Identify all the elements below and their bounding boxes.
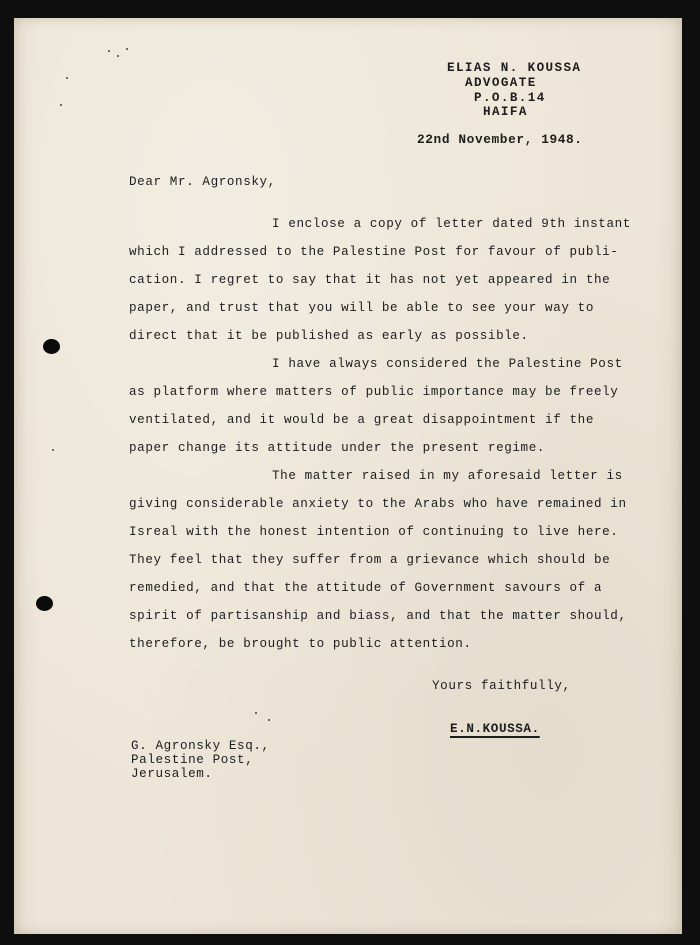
recipient-org: Palestine Post,	[131, 753, 254, 767]
recipient-city: Jerusalem.	[131, 767, 213, 781]
punch-hole-bottom	[36, 596, 53, 611]
paper-speck	[60, 104, 62, 106]
body-line: direct that it be published as early as possible.	[129, 329, 529, 343]
body-line: spirit of partisanship and biass, and that the matter should,	[129, 609, 627, 623]
body-line: ventilated, and it would be a great disappointment if the	[129, 413, 594, 427]
letterhead-name: ELIAS N. KOUSSA	[447, 61, 582, 75]
salutation: Dear Mr. Agronsky,	[129, 175, 276, 189]
recipient-name: G. Agronsky Esq.,	[131, 739, 270, 753]
signature: E.N.KOUSSA.	[450, 722, 540, 736]
paper-speck	[255, 712, 257, 714]
body-line: giving considerable anxiety to the Arabs who have remained in	[129, 497, 627, 511]
paper-speck	[126, 48, 128, 50]
body-line: paper, and trust that you will be able to see your way to	[129, 301, 594, 315]
paper-speck	[108, 50, 110, 52]
letterhead-title: ADVOGATE	[465, 76, 537, 90]
body-line: I enclose a copy of letter dated 9th instant	[272, 217, 631, 231]
letterhead-city: HAIFA	[483, 105, 528, 119]
paper-speck	[52, 449, 54, 451]
closing: Yours faithfully,	[432, 679, 571, 693]
body-line: The matter raised in my aforesaid letter is	[272, 469, 623, 483]
body-line: paper change its attitude under the present regime.	[129, 441, 546, 455]
paper-speck	[66, 77, 68, 79]
body-line: They feel that they suffer from a grievance which should be	[129, 553, 611, 567]
body-line: as platform where matters of public importance may be freely	[129, 385, 619, 399]
letterhead-pob: P.O.B.14	[474, 91, 546, 105]
punch-hole-top	[43, 339, 60, 354]
letter-date: 22nd November, 1948.	[417, 132, 583, 147]
body-line: which I addressed to the Palestine Post for favour of publi-	[129, 245, 619, 259]
body-line: therefore, be brought to public attention.	[129, 637, 472, 651]
paper-speck	[117, 55, 119, 57]
body-line: I have always considered the Palestine Post	[272, 357, 623, 371]
paper-speck	[268, 719, 270, 721]
body-line: remedied, and that the attitude of Government savours of a	[129, 581, 603, 595]
body-line: Isreal with the honest intention of continuing to live here.	[129, 525, 619, 539]
body-line: cation. I regret to say that it has not yet appeared in the	[129, 273, 611, 287]
